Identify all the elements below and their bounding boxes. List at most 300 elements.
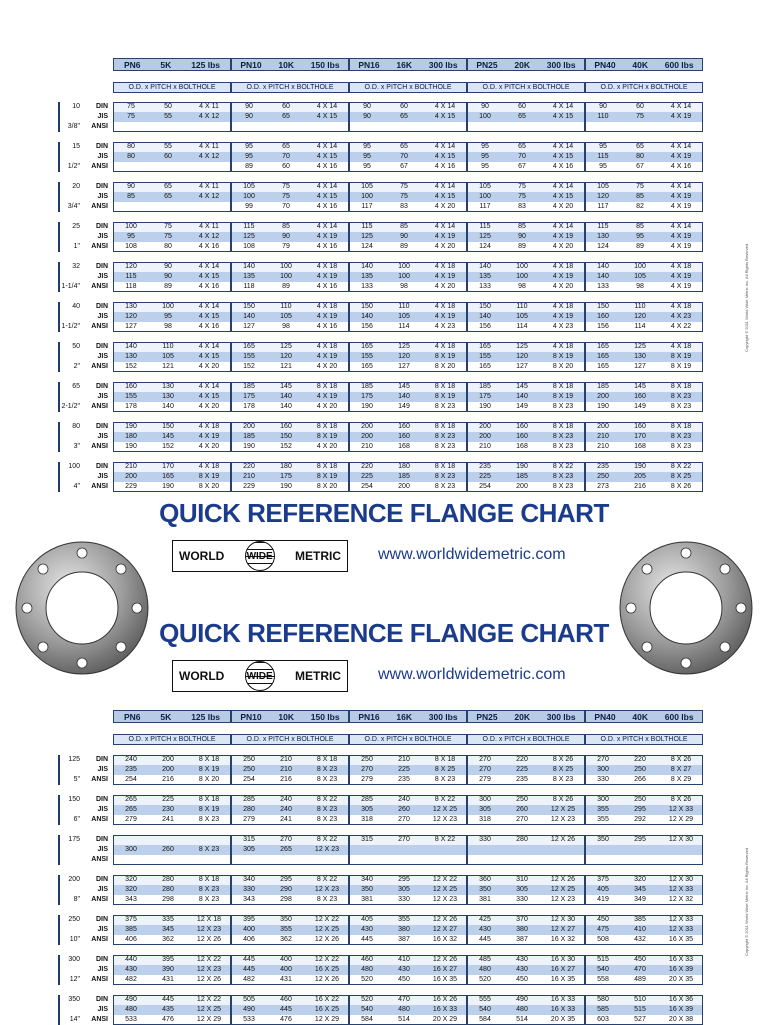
- bolthole-value: 8 X 29: [670, 776, 692, 783]
- pitch-value: 220: [516, 756, 528, 763]
- od-value: 100: [243, 193, 255, 200]
- bolthole-value: 4 X 23: [434, 323, 456, 330]
- logo-word-world: WORLD: [179, 669, 225, 683]
- pitch-value: 75: [282, 183, 290, 190]
- size-block: [58, 835, 710, 865]
- standard-label: JIS: [97, 193, 108, 200]
- pitch-value: 260: [516, 806, 528, 813]
- pitch-value: 70: [518, 153, 526, 160]
- bolthole-value: 20 X 35: [550, 1016, 576, 1023]
- nominal-size-mm: 32: [72, 263, 80, 270]
- od-value: 235: [597, 463, 609, 470]
- nominal-size-inch: 1-1/2": [61, 323, 80, 330]
- pitch-value: 265: [280, 846, 292, 853]
- od-value: 165: [243, 343, 255, 350]
- group-frame: [349, 422, 467, 452]
- od-value: 419: [597, 896, 609, 903]
- bolthole-value: 8 X 19: [198, 766, 220, 773]
- bolthole-value: 4 X 15: [552, 153, 574, 160]
- bolthole-value: 20 X 29: [432, 1016, 458, 1023]
- od-value: 200: [125, 473, 137, 480]
- bolthole-value: 12 X 23: [432, 816, 458, 823]
- pitch-value: 140: [280, 403, 292, 410]
- pitch-value: 75: [164, 233, 172, 240]
- od-value: 400: [243, 926, 255, 933]
- od-value: 90: [127, 183, 135, 190]
- bolthole-value: 8 X 18: [198, 756, 220, 763]
- od-value: 125: [479, 233, 491, 240]
- group-frame: [585, 915, 703, 945]
- bolthole-value: 8 X 23: [316, 766, 338, 773]
- pitch-value: 266: [634, 776, 646, 783]
- bolthole-value: 4 X 14: [670, 103, 692, 110]
- bolthole-value: 12 X 23: [196, 926, 222, 933]
- bolthole-value: 12 X 33: [668, 916, 694, 923]
- pitch-value: 50: [164, 103, 172, 110]
- bolthole-value: 16 X 30: [550, 956, 576, 963]
- od-value: 117: [361, 203, 373, 210]
- standard-label: ANSI: [91, 936, 108, 943]
- group-header-label: 300 lbs: [428, 711, 458, 722]
- od-value: 540: [479, 1006, 491, 1013]
- group-frame: [349, 222, 467, 252]
- od-value: 190: [361, 403, 373, 410]
- od-value: 200: [597, 423, 609, 430]
- pitch-value: 83: [518, 203, 526, 210]
- pitch-value: 121: [280, 363, 292, 370]
- pitch-value: 89: [400, 243, 408, 250]
- pitch-value: 345: [162, 926, 174, 933]
- group-frame: [467, 795, 585, 825]
- od-value: 185: [597, 383, 609, 390]
- bolthole-value: 4 X 16: [198, 323, 220, 330]
- bolthole-value: 12 X 22: [196, 956, 222, 963]
- bolthole-value: 8 X 19: [670, 353, 692, 360]
- od-value: 150: [597, 303, 609, 310]
- bolthole-value: 4 X 20: [552, 283, 574, 290]
- od-value: 156: [479, 323, 491, 330]
- bolthole-value: 8 X 22: [434, 796, 456, 803]
- bolthole-value: 4 X 19: [670, 273, 692, 280]
- size-block: [58, 262, 710, 292]
- bolthole-value: 8 X 19: [434, 353, 456, 360]
- group-frame: [231, 182, 349, 212]
- pitch-value: 149: [398, 403, 410, 410]
- od-value: 340: [243, 876, 255, 883]
- bolthole-value: 4 X 16: [316, 323, 338, 330]
- bolthole-value: 16 X 32: [432, 936, 458, 943]
- pitch-value: 270: [280, 836, 292, 843]
- od-value: 178: [125, 403, 137, 410]
- od-value: 482: [243, 976, 255, 983]
- od-value: 140: [243, 263, 255, 270]
- pitch-value: 435: [162, 1006, 174, 1013]
- group-frame: [349, 102, 467, 132]
- bolthole-value: 8 X 23: [316, 896, 338, 903]
- pitch-value: 320: [634, 876, 646, 883]
- group-frame: [349, 462, 467, 492]
- pitch-value: 67: [636, 163, 644, 170]
- od-value: 152: [125, 363, 137, 370]
- standard-label: DIN: [95, 143, 108, 150]
- od-value: 190: [125, 443, 137, 450]
- bolthole-value: 4 X 23: [552, 323, 574, 330]
- pitch-value: 145: [634, 383, 646, 390]
- pitch-value: 241: [162, 816, 174, 823]
- spacer: [58, 845, 80, 855]
- pitch-value: 114: [516, 323, 528, 330]
- standard-label: DIN: [95, 263, 108, 270]
- pitch-value: 70: [282, 153, 290, 160]
- pitch-value: 114: [398, 323, 410, 330]
- bolthole-value: 4 X 18: [670, 303, 692, 310]
- website-url-bottom[interactable]: www.worldwidemetric.com: [378, 666, 566, 683]
- bolthole-value: 4 X 14: [198, 263, 220, 270]
- od-value: 430: [361, 926, 373, 933]
- group-frame: [349, 142, 467, 172]
- sub-header: O.D. x PITCH x BOLTHOLE: [113, 734, 231, 745]
- group-header: [113, 58, 231, 71]
- bolthole-value: 20 X 38: [668, 1016, 694, 1023]
- od-value: 250: [243, 766, 255, 773]
- bolthole-value: 8 X 18: [316, 423, 338, 430]
- bolthole-value: 4 X 15: [552, 193, 574, 200]
- group-frame: [231, 795, 349, 825]
- pitch-value: 216: [634, 483, 646, 490]
- bolthole-value: 4 X 20: [198, 363, 220, 370]
- pitch-value: 200: [516, 483, 528, 490]
- bolthole-value: 16 X 25: [314, 1006, 340, 1013]
- standard-labels: [80, 302, 110, 332]
- pitch-value: 110: [162, 343, 174, 350]
- bolthole-value: 4 X 16: [552, 163, 574, 170]
- bolthole-value: 8 X 19: [552, 353, 574, 360]
- standard-label: ANSI: [91, 363, 108, 370]
- od-value: 430: [479, 926, 491, 933]
- bolthole-value: 12 X 26: [196, 976, 222, 983]
- od-value: 240: [125, 756, 137, 763]
- od-value: 220: [361, 463, 373, 470]
- pitch-value: 205: [634, 473, 646, 480]
- bolthole-value: 4 X 19: [670, 193, 692, 200]
- group-frame: [231, 915, 349, 945]
- od-value: 480: [361, 966, 373, 973]
- bolthole-value: 4 X 19: [670, 113, 692, 120]
- standard-label: JIS: [97, 433, 108, 440]
- bolthole-value: 12 X 33: [668, 806, 694, 813]
- bolthole-value: 4 X 18: [434, 263, 456, 270]
- od-value: 603: [597, 1016, 609, 1023]
- od-value: 273: [597, 483, 609, 490]
- od-value: 385: [125, 926, 137, 933]
- pitch-value: 160: [634, 423, 646, 430]
- pitch-value: 90: [282, 233, 290, 240]
- group-frame: [467, 422, 585, 452]
- od-value: 100: [361, 193, 373, 200]
- standard-labels: [80, 182, 110, 212]
- pitch-value: 89: [282, 283, 290, 290]
- bolthole-value: 12 X 29: [196, 1016, 222, 1023]
- pitch-value: 450: [398, 976, 410, 983]
- bolthole-value: 12 X 26: [550, 836, 576, 843]
- pitch-value: 241: [280, 816, 292, 823]
- od-value: 279: [125, 816, 137, 823]
- nominal-size-inch: 3/8": [67, 123, 80, 130]
- nominal-size-mm: 10: [72, 103, 80, 110]
- pitch-value: 160: [634, 393, 646, 400]
- pitch-value: 280: [162, 886, 174, 893]
- pitch-value: 65: [518, 143, 526, 150]
- bolthole-value: 8 X 23: [198, 816, 220, 823]
- bolthole-value: 8 X 23: [434, 443, 456, 450]
- bolthole-value: 12 X 29: [314, 1016, 340, 1023]
- bolthole-value: 12 X 25: [196, 1006, 222, 1013]
- bolthole-value: 12 X 22: [314, 956, 340, 963]
- spacer: [58, 352, 80, 362]
- pitch-value: 240: [398, 796, 410, 803]
- pitch-value: 98: [400, 283, 408, 290]
- pitch-value: 130: [162, 383, 174, 390]
- pitch-value: 240: [280, 806, 292, 813]
- od-value: 105: [243, 183, 255, 190]
- spacer: [58, 392, 80, 402]
- pitch-value: 110: [634, 303, 646, 310]
- bolthole-value: 8 X 20: [552, 363, 574, 370]
- pitch-value: 200: [162, 756, 174, 763]
- bolthole-value: 12 X 23: [550, 816, 576, 823]
- standard-label: JIS: [97, 886, 108, 893]
- od-value: 190: [597, 403, 609, 410]
- od-value: 279: [479, 776, 491, 783]
- bolthole-value: 16 X 33: [668, 956, 694, 963]
- od-value: 178: [243, 403, 255, 410]
- standard-label: ANSI: [91, 243, 108, 250]
- bolthole-value: 16 X 39: [668, 1006, 694, 1013]
- bolthole-value: 4 X 22: [670, 323, 692, 330]
- spacer: [58, 232, 80, 242]
- nominal-size-mm: 65: [72, 383, 80, 390]
- od-value: 300: [597, 766, 609, 773]
- pitch-value: 445: [280, 1006, 292, 1013]
- od-value: 95: [481, 163, 489, 170]
- size-label: [58, 342, 80, 372]
- standard-labels: [80, 755, 110, 785]
- bolthole-value: 4 X 19: [552, 233, 574, 240]
- bolthole-value: 4 X 16: [434, 163, 456, 170]
- group-frame: [467, 875, 585, 905]
- bolthole-value: 4 X 20: [198, 443, 220, 450]
- nominal-size-mm: 80: [72, 423, 80, 430]
- bolthole-value: 12 X 18: [196, 916, 222, 923]
- group-header-label: PN6: [123, 59, 141, 70]
- standard-label: ANSI: [91, 976, 108, 983]
- pitch-value: 160: [516, 423, 528, 430]
- od-value: 445: [243, 966, 255, 973]
- group-frame: [585, 955, 703, 985]
- standard-label: DIN: [95, 343, 108, 350]
- bolthole-value: 4 X 15: [198, 353, 220, 360]
- size-block: [58, 462, 710, 492]
- group-frame: [113, 835, 231, 865]
- od-value: 254: [243, 776, 255, 783]
- pitch-value: 120: [280, 353, 292, 360]
- group-frame: [585, 995, 703, 1025]
- bolthole-value: 8 X 23: [434, 483, 456, 490]
- pitch-value: 145: [280, 383, 292, 390]
- standard-labels: [80, 142, 110, 172]
- pitch-value: 149: [516, 403, 528, 410]
- group-frame: [231, 262, 349, 292]
- flange-ring-icon-left: [12, 538, 152, 678]
- bolthole-value: 8 X 19: [198, 473, 220, 480]
- copyright-note-bottom: Copyright © 2011 World Wide Metric Inc. All Rights Reserved: [744, 847, 749, 956]
- bolthole-value: 4 X 12: [198, 193, 220, 200]
- group-frame: [113, 462, 231, 492]
- nominal-size-inch: 2-1/2": [61, 403, 80, 410]
- od-value: 225: [479, 473, 491, 480]
- pitch-value: 60: [518, 103, 526, 110]
- od-value: 279: [243, 816, 255, 823]
- bolthole-value: 4 X 14: [316, 223, 338, 230]
- bolthole-value: 16 X 33: [550, 996, 576, 1003]
- pitch-value: 225: [398, 766, 410, 773]
- od-value: 115: [597, 153, 609, 160]
- standard-labels: [80, 875, 110, 905]
- website-url-top[interactable]: www.worldwidemetric.com: [378, 546, 566, 563]
- od-value: 200: [361, 423, 373, 430]
- pitch-value: 480: [516, 1006, 528, 1013]
- od-value: 235: [125, 766, 137, 773]
- size-block: [58, 955, 710, 985]
- pitch-value: 510: [634, 996, 646, 1003]
- pitch-value: 230: [162, 806, 174, 813]
- od-value: 165: [597, 363, 609, 370]
- group-frame: [467, 995, 585, 1025]
- bolthole-value: 16 X 27: [550, 966, 576, 973]
- standard-label: ANSI: [91, 896, 108, 903]
- pitch-value: 225: [162, 796, 174, 803]
- nominal-size-mm: 100: [68, 463, 80, 470]
- size-block: [58, 795, 710, 825]
- group-header-label: 125 lbs: [191, 711, 221, 722]
- od-value: 425: [479, 916, 491, 923]
- group-header-label: 300 lbs: [428, 59, 458, 70]
- od-value: 279: [361, 776, 373, 783]
- standard-label: DIN: [95, 183, 108, 190]
- flange-ring-icon-right: [616, 538, 756, 678]
- od-value: 250: [597, 473, 609, 480]
- standard-label: ANSI: [91, 203, 108, 210]
- pitch-value: 160: [516, 433, 528, 440]
- pitch-value: 280: [162, 876, 174, 883]
- pitch-value: 210: [398, 756, 410, 763]
- pitch-value: 430: [516, 966, 528, 973]
- bolthole-value: 8 X 23: [434, 403, 456, 410]
- od-value: 110: [597, 113, 609, 120]
- pitch-value: 250: [634, 796, 646, 803]
- bolthole-value: 16 X 36: [668, 996, 694, 1003]
- group-frame: [349, 795, 467, 825]
- pitch-value: 60: [636, 103, 644, 110]
- nominal-size-mm: 50: [72, 343, 80, 350]
- pitch-value: 450: [516, 976, 528, 983]
- od-value: 229: [243, 483, 255, 490]
- pitch-value: 385: [634, 916, 646, 923]
- od-value: 100: [479, 193, 491, 200]
- pitch-value: 480: [398, 1006, 410, 1013]
- od-value: 133: [597, 283, 609, 290]
- pitch-value: 210: [280, 766, 292, 773]
- standard-label: DIN: [95, 996, 108, 1003]
- od-value: 555: [479, 996, 491, 1003]
- standard-label: DIN: [95, 463, 108, 470]
- bolthole-value: 8 X 22: [316, 836, 338, 843]
- standard-label: JIS: [97, 393, 108, 400]
- od-value: 515: [597, 956, 609, 963]
- pitch-value: 400: [280, 956, 292, 963]
- standard-label: JIS: [97, 113, 108, 120]
- bolthole-value: 8 X 23: [316, 806, 338, 813]
- pitch-value: 89: [636, 243, 644, 250]
- od-value: 115: [361, 223, 373, 230]
- pitch-value: 395: [162, 956, 174, 963]
- group-frame: [349, 182, 467, 212]
- bolthole-value: 8 X 18: [670, 383, 692, 390]
- od-value: 124: [597, 243, 609, 250]
- bolthole-value: 8 X 26: [670, 756, 692, 763]
- standard-label: JIS: [97, 153, 108, 160]
- od-value: 490: [243, 1006, 255, 1013]
- bolthole-value: 4 X 19: [434, 233, 456, 240]
- top-group-headers: [113, 58, 703, 71]
- group-frame: [349, 915, 467, 945]
- pitch-value: 67: [518, 163, 526, 170]
- nominal-size-inch: [58, 855, 80, 865]
- od-value: 120: [125, 263, 137, 270]
- od-value: 280: [243, 806, 255, 813]
- group-frame: [349, 262, 467, 292]
- od-value: 190: [125, 423, 137, 430]
- bolthole-value: 8 X 18: [552, 383, 574, 390]
- group-frame: [467, 342, 585, 372]
- size-label: [58, 835, 80, 865]
- od-value: 108: [125, 243, 137, 250]
- od-value: 185: [243, 383, 255, 390]
- bolthole-value: 12 X 25: [314, 926, 340, 933]
- od-value: 200: [479, 423, 491, 430]
- bolthole-value: 8 X 23: [552, 433, 574, 440]
- bolthole-value: 4 X 14: [434, 103, 456, 110]
- pitch-value: 90: [518, 233, 526, 240]
- group-header-label: 150 lbs: [310, 59, 340, 70]
- od-value: 160: [597, 313, 609, 320]
- od-value: 150: [243, 303, 255, 310]
- od-value: 395: [243, 916, 255, 923]
- standard-labels: [80, 462, 110, 492]
- bolthole-value: 12 X 33: [668, 886, 694, 893]
- bolthole-value: 4 X 19: [552, 273, 574, 280]
- size-block: [58, 302, 710, 332]
- od-value: 125: [243, 233, 255, 240]
- size-block: [58, 102, 710, 132]
- od-value: 445: [361, 936, 373, 943]
- od-value: 140: [597, 273, 609, 280]
- od-value: 343: [243, 896, 255, 903]
- group-frame: [113, 142, 231, 172]
- bolthole-value: 4 X 19: [198, 433, 220, 440]
- od-value: 210: [125, 463, 137, 470]
- od-value: 155: [125, 393, 137, 400]
